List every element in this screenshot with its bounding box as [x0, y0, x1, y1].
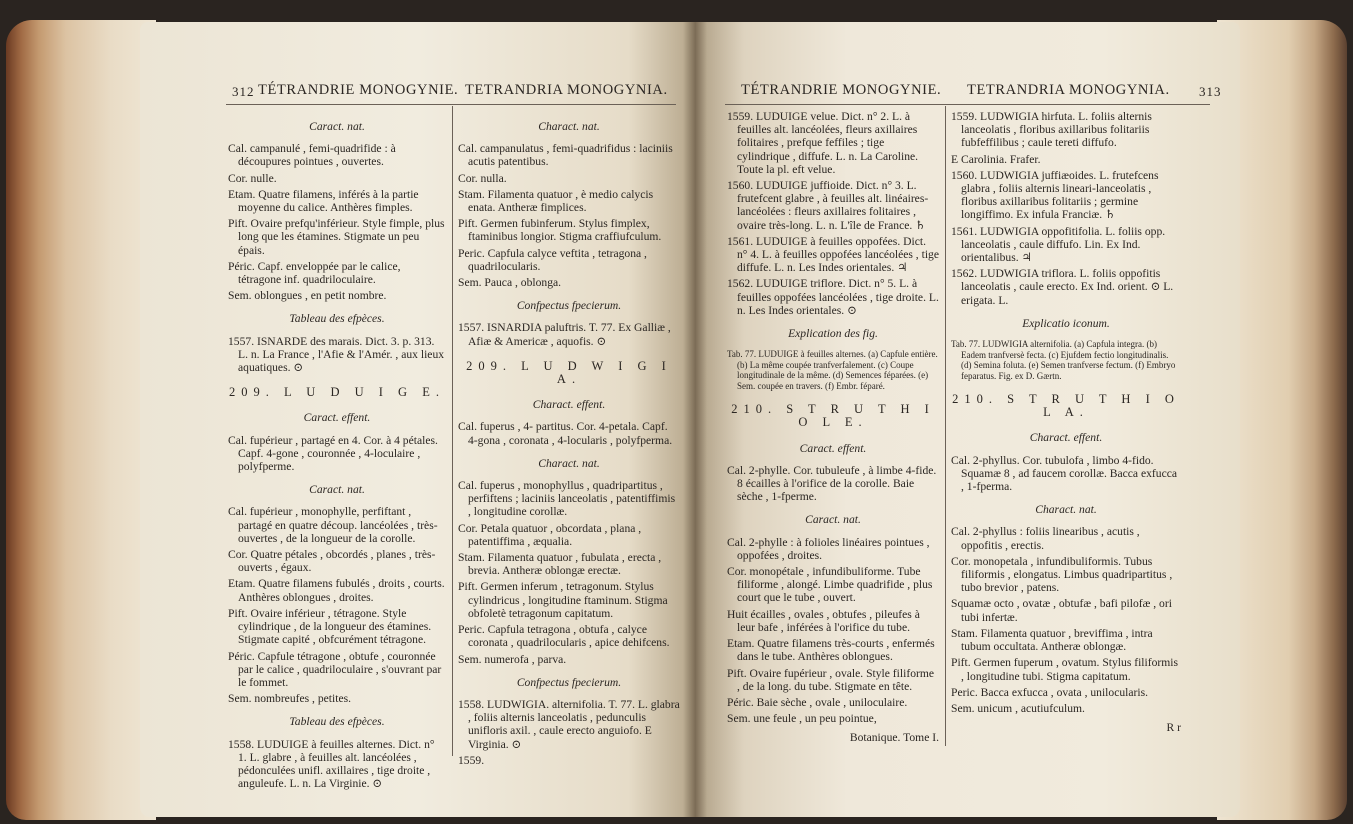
text-line: Pift. Germen fuperum , ovatum. Stylus filiformis , longitudine tubi. Stigma capitatum.: [951, 656, 1179, 683]
text-line: Pift. Germen fubinferum. Stylus fimplex, ftaminibus longior. Stigma craffiufculum.: [458, 217, 662, 244]
text-line: Pift. Ovaire inférieur , tétragone. Style cylindrique , de la longueur des étamines. Stigmate capité , obfcurément tétragone.: [228, 606, 432, 647]
latin-column: [458, 110, 680, 770]
head-rule: [226, 104, 676, 105]
section-heading: Tableau des efpèces.: [289, 715, 385, 729]
text-line: Stam. Filamenta quatuor , fubulata , erecta , brevia. Antheræ oblongæ erectæ.: [458, 551, 662, 578]
text-line: Cal. fuperus , monophyllus , quadripartitus , perfiftens ; laciniis lanceolatis , patentiffimis , longitudine corollæ.: [458, 479, 676, 519]
running-head-french: TÉTRANDRIE MONOGYNIE.: [258, 82, 459, 98]
french-column: [228, 110, 446, 793]
french-column: [727, 110, 939, 748]
section-heading: Caract. effent.: [799, 441, 867, 455]
text-line: Pift. Ovaire fupérieur , ovale. Style filiforme , de la long. du tube. Stigmate en tête.: [727, 666, 935, 693]
text-line: Cor. Quatre pétales , obcordés , planes , très-ouverts , égaux.: [228, 548, 436, 575]
text-line: Pift. Ovaire prefqu'inférieur. Style fimple, plus long que les étamines. Stigmate un peu épais.: [228, 217, 445, 257]
genus-heading: 209. L U D W I G I A.: [466, 358, 672, 387]
genus-heading: 210. S T R U T H I O L E.: [731, 402, 935, 430]
text-line: Cor. nulla.: [458, 171, 507, 185]
text-line: Sem. Pauca , oblonga.: [458, 276, 562, 290]
section-heading: Charact. nat.: [1035, 503, 1097, 517]
text-line: E Carolinia. Frafer.: [951, 152, 1041, 166]
section-heading: Caract. nat.: [805, 513, 861, 527]
head-rule: [725, 104, 1210, 105]
figure-explanation: Tab. 77. LUDWIGIA alternifolia. (a) Capfula integra. (b) Eadem tranfversè fecta. (c) Ejufdem fectio longitudinalis. (d) Semina foluta. (e) Semen tranfverse fectum. (f) Embryo feparatus. Fig. ex D. Gærtn.: [951, 339, 1176, 381]
text-line: Cal. fupérieur , partagé en 4. Cor. à 4 pétales. Capf. 4-gone , couronnée , 4-loculaire , polyfperme.: [228, 433, 438, 474]
signature: Botanique. Tome I.: [849, 731, 939, 745]
text-line: Sem. unicum , acutiufculum.: [951, 701, 1085, 715]
text-line: Huit écailles , ovales , obtufes , pileufes à leur bafe , inférées à l'orifice du tube.: [727, 607, 920, 634]
text-line: Sem. oblongues , en petit nombre.: [228, 289, 387, 303]
section-heading: Explication des fig.: [788, 327, 878, 341]
page-number: 313: [1199, 84, 1222, 99]
section-heading: Caract. nat.: [309, 483, 365, 497]
text-line: 1559. LUDUIGE velue. Dict. n° 2. L. à feuilles alt. lancéolées, fleurs axillaires folitaires , prefque feffiles ; tige cylindrique , diffufe. L. n. La Caroline. Toute la pl. eft velue.: [727, 110, 919, 176]
text-line: 1561. LUDUIGE à feuilles oppofées. Dict. n° 4. L. à feuilles oppofées lancéolées , tige diffufe. L. n. Les Indes orientales. ♃: [727, 234, 939, 275]
text-line: Peric. Bacca exfucca , ovata , unilocularis.: [951, 685, 1149, 699]
text-line: Sem. nombreufes , petites.: [228, 692, 351, 706]
section-heading: Charact. nat.: [538, 456, 600, 470]
section-heading: Confpectus fpecierum.: [516, 675, 622, 689]
text-line: Peric. Capfula tetragona , obtufa , calyce coronata , quadrilocularis , apice dehifcens.: [458, 623, 670, 650]
text-line: Cor. monopétale , infundibuliforme. Tube filiforme , alongé. Limbe quadrifide , plus court que le tube , ouvert.: [727, 565, 933, 605]
text-line: Peric. Capfula calyce veftita , tetragona , quadrilocularis.: [458, 246, 647, 273]
text-line: 1557. ISNARDIA paluftris. T. 77. Ex Galliæ , Afiæ & Americæ , aquofis. ⊙: [458, 321, 671, 348]
text-line: 1562. LUDUIGE triflore. Dict. n° 5. L. à feuilles oppofées lancéolées , tige droite. L. n. Les Indes orientales. ⊙: [727, 277, 939, 317]
section-heading: Confpectus fpecierum.: [516, 299, 622, 313]
text-line: Stam. Filamenta quatuor , breviffima , intra tubum occultata. Antheræ oblongæ.: [951, 626, 1153, 654]
column-divider: [945, 106, 946, 746]
text-line: Stam. Filamenta quatuor , è medio calycis enata. Antheræ fimplices.: [458, 187, 654, 215]
text-line: 1560. LUDUIGE juffioide. Dict. n° 3. L. frutefcent glabre , à feuilles alt. linéaires-lancéolées : fleurs axillaires folitaires , ovaire très-long. L. n. L'île de France. ♄: [727, 179, 929, 232]
text-line: Cor. monopetala , infundibuliformis. Tubus filiformis , elongatus. Limbus quadripartitus , tubo brevior , patens.: [951, 554, 1173, 595]
text-line: Etam. Quatre filamens très-courts , enfermés dans le tube. Anthères oblongues.: [727, 637, 935, 664]
text-line: Péric. Capfule tétragone , obtufe , couronnée par le calice , quadriloculaire , s'ouvrant par le fommet.: [228, 649, 442, 689]
text-line: Péric. Capf. enveloppée par le calice, tétragone inf. quadriloculaire.: [228, 259, 401, 287]
section-heading: Caract. effent.: [303, 411, 371, 425]
genus-heading: 209. L U D U I G E.: [229, 385, 445, 400]
running-head-latin: TETRANDRIA MONOGYNIA.: [465, 82, 668, 98]
text-line: Cal. campanulatus , femi-quadrifidus : laciniis acutis patentibus.: [458, 142, 673, 169]
page-number: 312: [232, 84, 255, 99]
text-line: Pift. Germen inferum , tetragonum. Stylus cylindricus , longitudine ftaminum. Stigma obfoletè tetragonum capitatum.: [458, 580, 668, 620]
text-line: 1558. LUDWIGIA. alternifolia. T. 77. L. glabra , foliis alternis lanceolatis , pedunculis unifloris axil. , caule erecto anguiofo. E Virginia. ⊙: [458, 697, 680, 751]
text-line: 1561. LUDWIGIA oppofitifolia. L. foliis opp. lanceolatis , caule diffufo. Lin. Ex Ind. orientalibus. ♃: [951, 224, 1166, 265]
text-line: Cal. 2-phyllus : foliis linearibus , acutis , oppofitis , erectis.: [951, 525, 1140, 552]
section-heading: Explicatio iconum.: [1022, 316, 1110, 330]
genus-heading: 210. S T R U T H I O L A.: [952, 392, 1180, 420]
section-heading: Charact. effent.: [532, 398, 606, 412]
text-line: Cal. fupérieur , monophylle, perfiftant , partagé en quatre découp. lancéolées , très-ouvertes , de la longueur de la corolle.: [228, 505, 438, 545]
book-gutter: [683, 22, 707, 817]
running-head-latin: TETRANDRIA MONOGYNIA.: [967, 82, 1170, 98]
text-line: Cal. 2-phylle : à folioles linéaires pointues , oppofées , droites.: [727, 535, 930, 562]
text-line: 1560. LUDWIGIA juffiæoides. L. frutefcens glabra , foliis alternis lineari-lanceolatis , floribus axillaribus folitariis ; germine longiffimo. Ex infula Franciæ. ♄: [951, 168, 1159, 222]
text-line: Péric. Baie sèche , ovale , uniloculaire.: [727, 695, 908, 709]
text-line: Cal. fuperus , 4- partitus. Cor. 4-petala. Capf. 4-gona , coronata , 4-locularis , polyfperma.: [458, 420, 673, 447]
text-line: Squamæ octo , ovatæ , obtufæ , bafi pilofæ , ori tubi infertæ.: [951, 597, 1172, 624]
figure-explanation: Tab. 77. LUDUIGE à feuilles alternes. (a) Capfule entière. (b) La même coupée tranfverfalement. (c) Coupe longitudinale de la même. (d) Semences féparées. (e) Sem. coupée en travers. (f) Embr. féparé.: [727, 349, 938, 391]
text-line: 1558. LUDUIGE à feuilles alternes. Dict. n° 1. L. glabre , à feuilles alt. lancéolées , pédonculées unifl. axillaires , tige droite , anguleufe. L. n. La Virginie. ⊙: [228, 737, 435, 791]
running-head-french: TÉTRANDRIE MONOGYNIE.: [741, 82, 942, 98]
text-line: Cal. campanulé , femi-quadrifide : à découpures pointues , ouvertes.: [228, 142, 396, 169]
left-page: [140, 22, 695, 817]
text-line: Cal. 2-phyllus. Cor. tubulofa , limbo 4-fido. Squamæ 8 , ad faucem corollæ. Bacca exfucca , 1-fperma.: [951, 453, 1178, 494]
left-page-edges: [6, 20, 156, 820]
text-line: 1559.: [458, 753, 485, 767]
text-line: Etam. Quatre filamens fubulés , droits , courts. Anthères oblongues , droites.: [228, 577, 445, 604]
section-heading: Tableau des efpèces.: [289, 312, 385, 326]
section-heading: Charact. effent.: [1029, 431, 1103, 445]
section-heading: Caract. nat.: [309, 120, 365, 133]
column-divider: [452, 106, 453, 756]
right-page: [695, 22, 1240, 817]
text-line: 1557. ISNARDE des marais. Dict. 3. p. 313. L. n. La France , l'Afie & l'Amér. , aux lieux aquatiques. ⊙: [228, 334, 445, 375]
text-line: Sem. numerofa , parva.: [458, 652, 567, 666]
text-line: Cal. 2-phylle. Cor. tubuleufe , à limbe 4-fide. 8 écailles à l'orifice de la corolle. Baie sèche , 1-fperme.: [727, 463, 937, 504]
signature: R r: [1166, 721, 1181, 735]
text-line: 1559. LUDWIGIA hirfuta. L. foliis alternis lanceolatis , floribus axillaribus folitariis fubfeffilibus ; caule tereti diffufo.: [951, 110, 1152, 150]
text-line: 1562. LUDWIGIA triflora. L. foliis oppofitis lanceolatis , caule erecto. Ex Ind. orient. ⊙ L. erigata. L.: [951, 267, 1174, 307]
latin-column: [951, 110, 1181, 737]
text-line: Sem. une feule , un peu pointue,: [727, 712, 877, 726]
text-line: Cor. Petala quatuor , obcordata , plana , patentiffima , æqualia.: [458, 521, 642, 548]
text-line: Etam. Quatre filamens, inférés à la partie moyenne du calice. Anthères fimples.: [228, 187, 419, 215]
section-heading: Charact. nat.: [538, 120, 600, 133]
text-line: Cor. nulle.: [228, 171, 277, 185]
